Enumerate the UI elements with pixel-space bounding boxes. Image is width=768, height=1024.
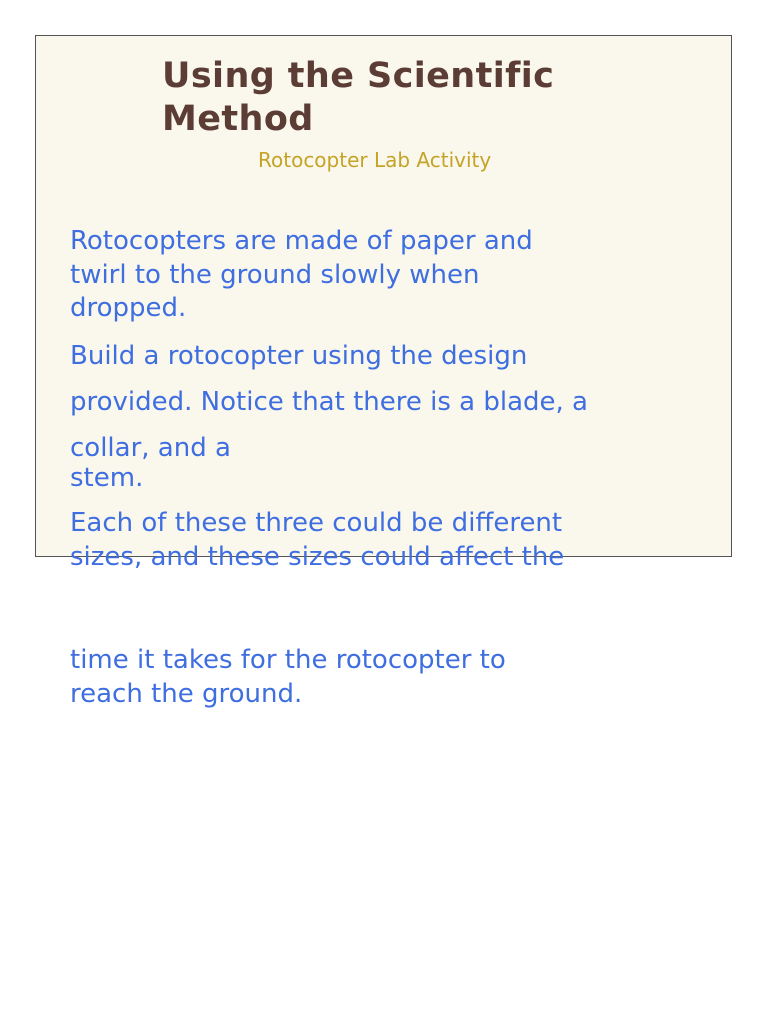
slide-subtitle: Rotocopter Lab Activity (258, 148, 492, 172)
text-line: stem. (70, 463, 144, 493)
text-line: collar, and a (70, 433, 231, 463)
paragraph-intro (70, 225, 533, 326)
title-line: Using the Scientific (162, 56, 555, 96)
text-line: sizes, and these sizes could affect the (70, 541, 565, 572)
title-line: Method (162, 99, 314, 139)
text-line: Each of these three could be different (70, 508, 563, 538)
text-line: Build a rotocopter using the design (70, 341, 528, 371)
paragraph-build-continued (70, 462, 143, 495)
paragraph-sizes (70, 507, 564, 574)
text-line: twirl to the ground slowly when (70, 259, 480, 290)
slide-title (162, 55, 554, 141)
text-line: time it takes for the rotocopter to (70, 645, 506, 675)
paragraph-build (70, 333, 588, 471)
text-line: dropped. (70, 293, 187, 323)
text-line: Rotocopters are made of paper and (70, 226, 533, 256)
text-line: provided. Notice that there is a blade, a (70, 387, 588, 417)
paragraph-time (70, 644, 506, 711)
text-line: reach the ground. (70, 678, 303, 709)
